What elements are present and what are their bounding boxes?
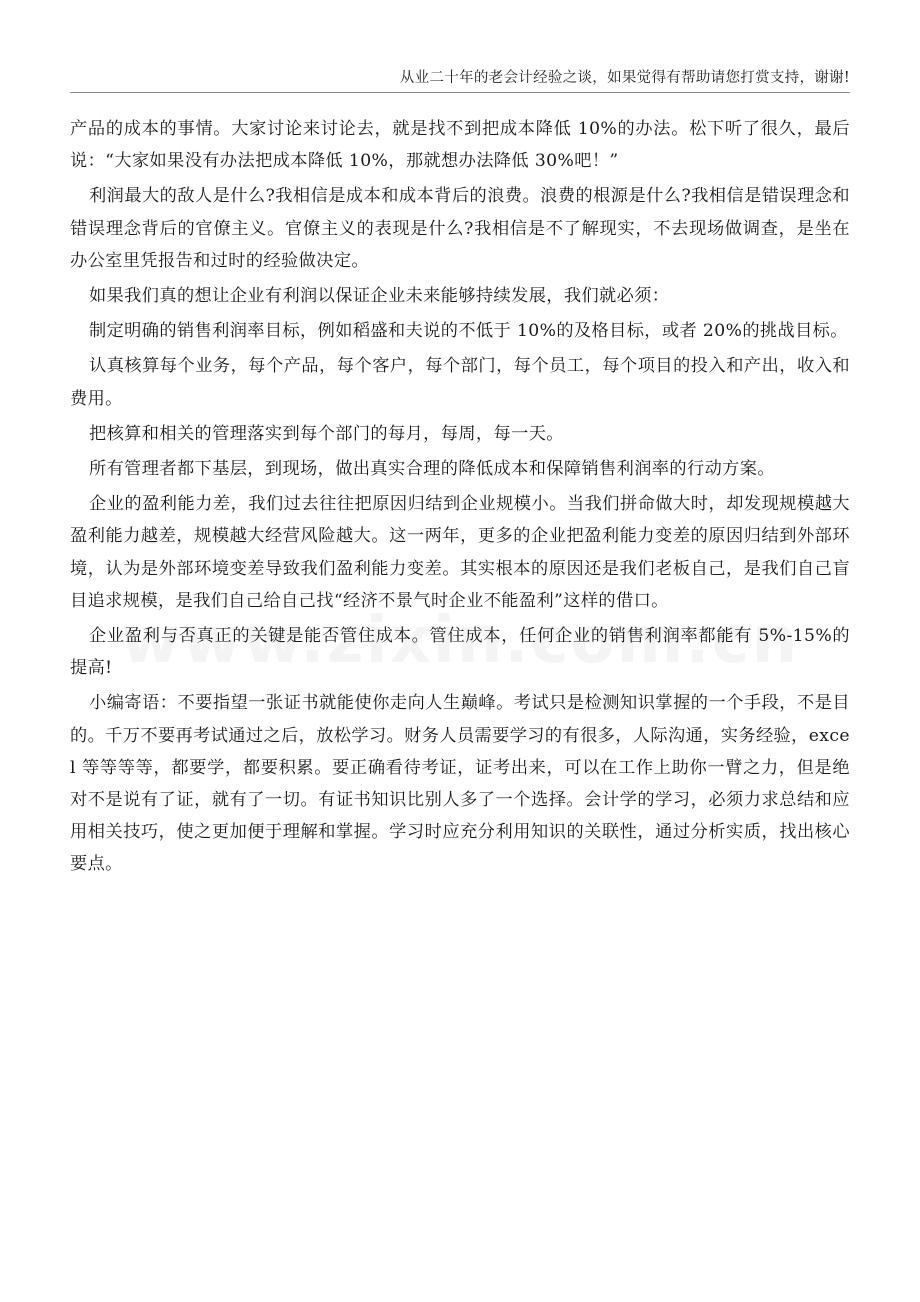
- paragraph: 把核算和相关的管理落实到每个部门的每月，每周，每一天。: [89, 423, 564, 444]
- paragraph: 企业的盈利能力差，我们过去往往把原因归结到企业规模小。当我们拼命做大时，却发现规模越大盈利能力越差，规模越大经营风险越大。这一两年，更多的企业把盈利能力变差的原因归结到外部环境，认为是外部环境变差导致我们盈利能力变差。其实根本的原因还是我们老板自己，是我们自己盲目追求规模，是我们自己给自己找“经济不景气时企业不能盈利”这样的借口。: [70, 494, 850, 611]
- header-divider: [70, 92, 850, 93]
- paragraph: 所有管理者都下基层，到现场，做出真实合理的降低成本和保障销售利润率的行动方案。: [89, 459, 775, 480]
- paragraph: 小编寄语：不要指望一张证书就能使你走向人生巅峰。考试只是检测知识掌握的一个手段，不是目的。千万不要再考试通过之后，放松学习。财务人员需要学习的有很多，人际沟通，实务经验，excel 等等等等，都要学，都要积累。要正确看待考证，证考出来，可以在工作上助你一臂之力，但是绝对不是说有了证，就有了一切。有证书知识比别人多了一个选择。会计学的学习，必须力求总结和应用相关技巧，使之更加便于理解和掌握。学习时应充分利用知识的关联性，通过分析实质，找出核心要点。: [70, 693, 850, 875]
- paragraph: 利润最大的敌人是什么?我相信是成本和成本背后的浪费。浪费的根源是什么?我相信是错误理念和错误理念背后的官僚主义。官僚主义的表现是什么?我相信是不了解现实，不去现场做调查，是坐在办公室里凭报告和过时的经验做决定。: [70, 186, 850, 271]
- paragraph: 企业盈利与否真正的关键是能否管住成本。管住成本，任何企业的销售利润率都能有 5%-15%的提高!: [70, 626, 850, 679]
- paragraph: 认真核算每个业务，每个产品，每个客户，每个部门，每个员工，每个项目的投入和产出，收入和费用。: [70, 356, 850, 409]
- document-body: [70, 113, 850, 884]
- paragraph: 如果我们真的想让企业有利润以保证企业未来能够持续发展，我们就必须：: [89, 286, 670, 307]
- header-note: 从业二十年的老会计经验之谈，如果觉得有帮助请您打赏支持，谢谢!: [399, 70, 850, 86]
- paragraph: 制定明确的销售利润率目标，例如稻盛和夫说的不低于 10%的及格目标，或者 20%的挑战目标。: [89, 321, 848, 342]
- paragraph: 产品的成本的事情。大家讨论来讨论去，就是找不到把成本降低 10%的办法。松下听了很久，最后说：“大家如果没有办法把成本降低 10%，那就想办法降低 30%吧！”: [70, 119, 850, 172]
